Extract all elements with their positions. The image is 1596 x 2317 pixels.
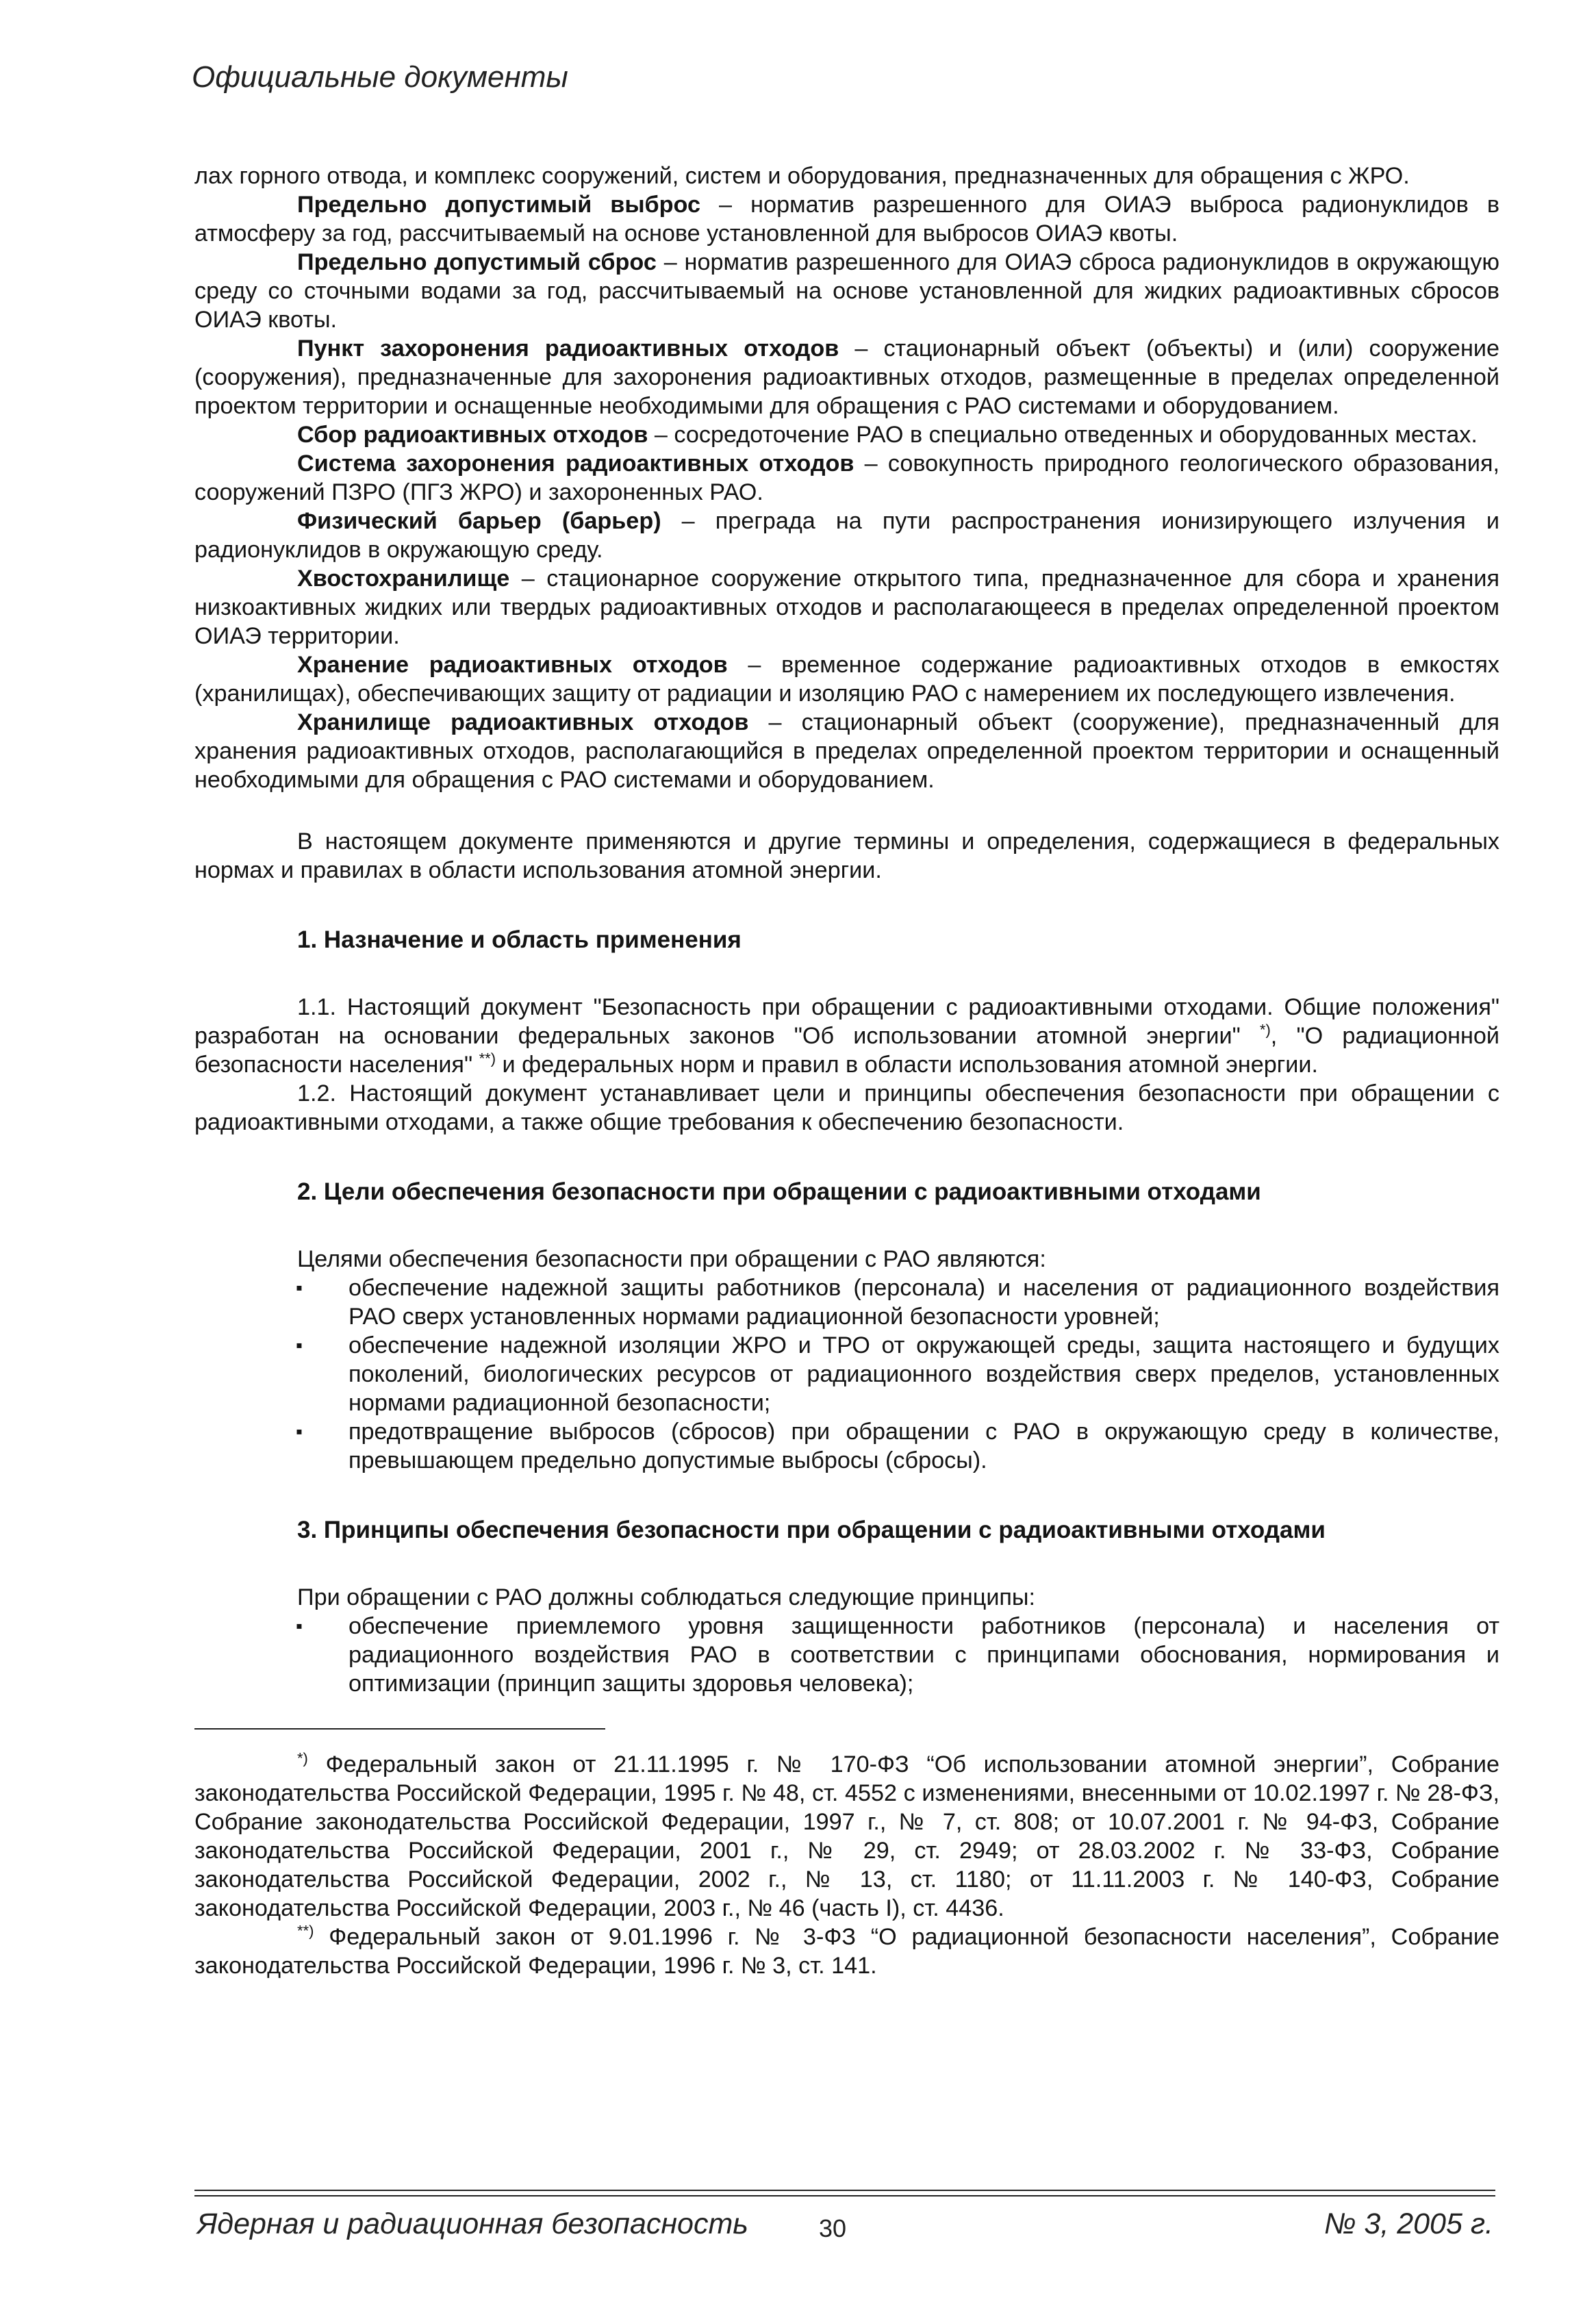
section-heading: 3. Принципы обеспечения безопасности при обращении с радиоактивными отходами — [297, 1517, 1326, 1543]
definition-text: – преграда на пути распространения ионизирующего излучения и радионуклидов в окружающую среду. — [194, 508, 1499, 563]
definition-paragraph — [194, 708, 1499, 794]
list-item: ▪ предотвращение выбросов (сбросов) при обращении с РАО в окружающую среду в количестве, превышающем предельно допустимые выбросы (сбросы). — [194, 1417, 1499, 1475]
definition-paragraph — [194, 334, 1499, 420]
issue-number: № 3, 2005 г. — [1323, 2207, 1493, 2240]
definition-text: – стационарное сооружение открытого типа, предназначенное для сбора и хранения низкоактивных жидких или твердых радиоактивных отходов и располагающееся в пределах определенной проектом ОИАЭ территории. — [194, 566, 1499, 649]
clause-1-1: 1.1. Настоящий документ "Безопасность при обращении с радиоактивными отходами. Общие положения" разработан на основании федеральных законов "Об использовании атомной энергии" *), "О радиационной безопасности населения" **) и федеральных норм и правил в области использования атомной энергии. — [194, 994, 1500, 1078]
definition-text: – сосредоточение РАО в специально отведенных и оборудованных местах. — [648, 422, 1478, 448]
definition-text: – стационарный объект (объекты) и (или) сооружение (сооружения), предназначенные для захоронения радиоактивных отходов, размещенные в пределах определенной проектом территории и оснащенные необходимыми для обращения с РАО системами и оборудованием. — [194, 335, 1499, 419]
definition-term: Предельно допустимый сброс — [297, 249, 657, 275]
definition-text: – временное содержание радиоактивных отходов в емкостях (хранилищах), обеспечивающих защиту от радиации и изоляцию РАО с намерением их последующего извлечения. — [194, 652, 1499, 707]
section-heading: 1. Назначение и область применения — [297, 926, 742, 953]
footnote-ref: **) — [479, 1050, 496, 1067]
definition-paragraph — [194, 507, 1499, 564]
page-number: 30 — [819, 2214, 847, 2242]
journal-title: Ядерная и радиационная безопасность — [197, 2207, 748, 2240]
definition-text: – совокупность природного геологического образования, сооружений ПЗРО (ПГЗ ЖРО) и захороненных РАО. — [194, 451, 1499, 505]
definition-term: Хранилище радиоактивных отходов — [297, 709, 749, 735]
clause-1-2: 1.2. Настоящий документ устанавливает цели и принципы обеспечения безопасности при обращении с радиоактивными отходами, а также общие требования к обеспечению безопасности. — [194, 1080, 1499, 1135]
section-lead: Целями обеспечения безопасности при обращении с РАО являются: — [297, 1246, 1046, 1272]
footnote: **) Федеральный закон от 9.01.1996 г. № 3-ФЗ “О радиационной безопасности населения”, Собрание законодательства Российской Федерации, 1996 г. № 3, ст. 141. — [194, 1922, 1499, 1979]
definition-term: Хвостохранилище — [297, 566, 510, 592]
definition-text: – норматив разрешенного для ОИАЭ выброса радионуклидов в атмосферу за год, рассчитываемый на основе установленной для выбросов ОИАЭ квоты. — [194, 192, 1499, 246]
definition-paragraph — [194, 420, 1499, 449]
definition-term: Хранение радиоактивных отходов — [297, 652, 728, 678]
bullet-list — [194, 1612, 1499, 1698]
definition-term: Система захоронения радиоактивных отходов — [297, 451, 854, 477]
definition-paragraph — [194, 564, 1499, 650]
definition-text: – стационарный объект (сооружение), предназначенный для хранения радиоактивных отходов, располагающийся в пределах определенной проектом территории и оснащенный необходимыми для обращения с РАО системами и оборудованием. — [194, 709, 1499, 793]
footer-divider — [194, 2190, 1495, 2196]
section-heading: 2. Цели обеспечения безопасности при обращении с радиоактивными отходами — [297, 1178, 1261, 1205]
definition-paragraph — [194, 248, 1499, 334]
page-body — [194, 162, 1499, 1980]
running-header: Официальные документы — [192, 60, 568, 94]
definition-term: Физический барьер (барьер) — [297, 508, 661, 534]
definition-paragraph — [194, 449, 1499, 507]
footnote-separator — [194, 1728, 605, 1730]
definition-term: Сбор радиоактивных отходов — [297, 422, 648, 448]
list-item: ▪ обеспечение приемлемого уровня защищенности работников (персонала) и населения от радиационного воздействия РАО в соответствии с принципами обоснования, нормирования и оптимизации (принцип защиты здоровья человека); — [194, 1612, 1499, 1698]
definition-continuation: лах горного отвода, и комплекс сооружений, систем и оборудования, предназначенных для обращения с ЖРО. — [194, 163, 1410, 189]
list-item: ▪ обеспечение надежной изоляции ЖРО и ТРО от окружающей среды, защита настоящего и будущих поколений, биологических ресурсов от радиационного воздействия сверх пределов, установленных нормами радиационной безопасности; — [194, 1331, 1499, 1417]
definition-paragraph — [194, 190, 1499, 248]
footnote: *) Федеральный закон от 21.11.1995 г. № 170-ФЗ “Об использовании атомной энергии”, Собрание законодательства Российской Федерации, 1995 г. № 48, ст. 4552 с изменениями, внесенными от 10.02.1997 г. № 28-ФЗ, Собрание законодательства Российской Федерации, 1997 г., № 7, ст. 808; от 10.07.2001 г. № 94-ФЗ, Собрание законодательства Российской Федерации, 2001 г., № 29, ст. 2949; от 28.03.2002 г. № 33-ФЗ, Собрание законодательства Российской Федерации, 2002 г., № 13, ст. 1180; от 11.11.2003 г. № 140-ФЗ, Собрание законодательства Российской Федерации, 2003 г., № 46 (часть I), ст. 4436. — [194, 1749, 1499, 1921]
section-lead: При обращении с РАО должны соблюдаться следующие принципы: — [297, 1584, 1036, 1610]
closing-paragraph: В настоящем документе применяются и другие термины и определения, содержащиеся в федеральных нормах и правилах в области использования атомной энергии. — [194, 828, 1499, 883]
definition-term: Пункт захоронения радиоактивных отходов — [297, 335, 839, 362]
definition-paragraph — [194, 650, 1499, 708]
footnote-ref: *) — [1259, 1021, 1271, 1039]
definition-term: Предельно допустимый выброс — [297, 192, 700, 218]
bullet-list — [194, 1274, 1499, 1475]
definition-text: – норматив разрешенного для ОИАЭ сброса радионуклидов в окружающую среду со сточными водами за год, рассчитываемый на основе установленной для жидких радиоактивных сбросов ОИАЭ квоты. — [194, 249, 1499, 333]
list-item: ▪ обеспечение надежной защиты работников (персонала) и населения от радиационного воздействия РАО сверх установленных нормами радиационной безопасности уровней; — [194, 1274, 1499, 1331]
